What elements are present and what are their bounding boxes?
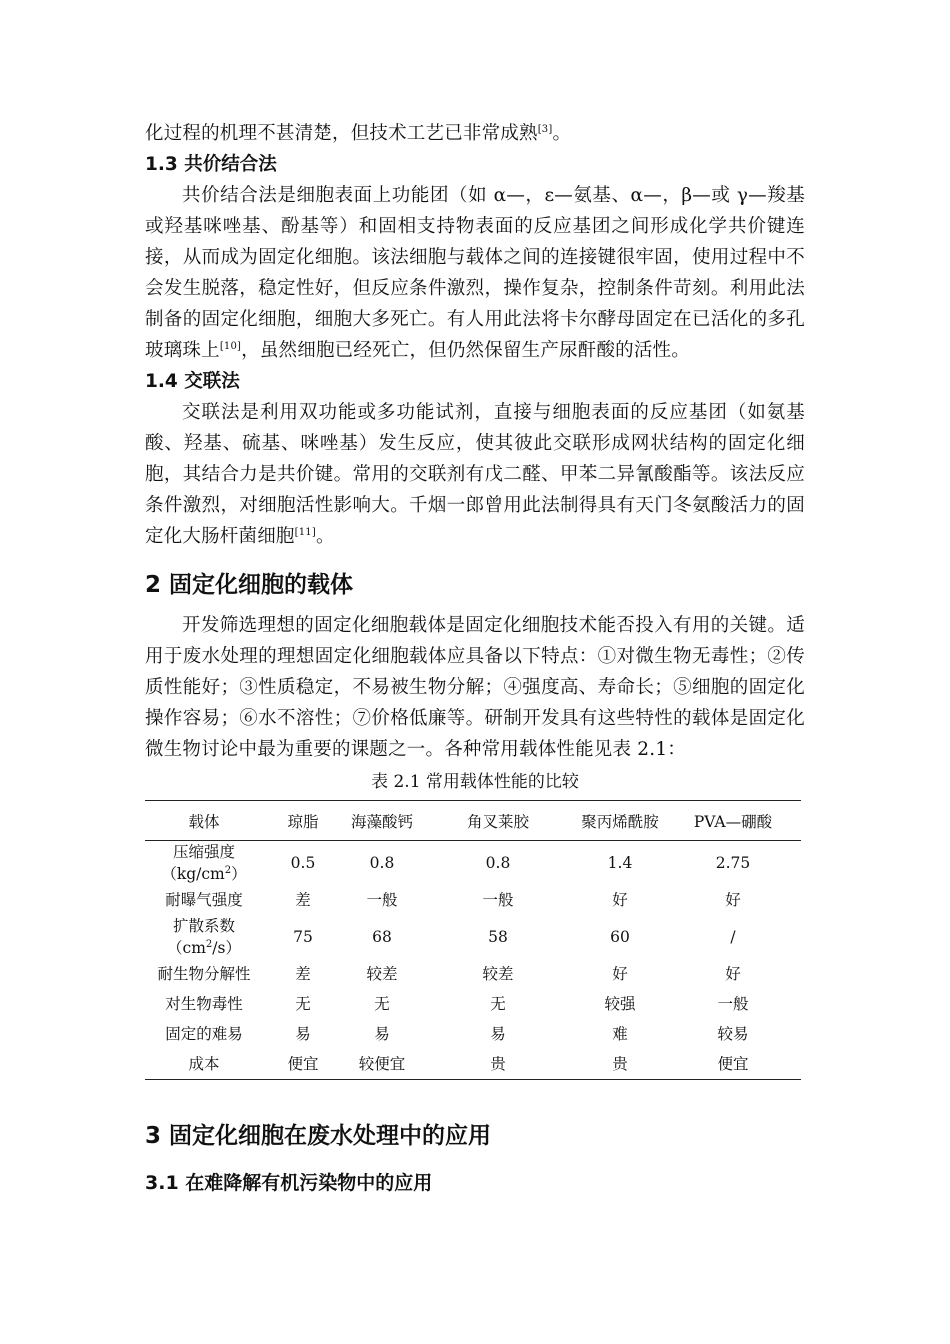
table-cell: 58 xyxy=(488,928,508,946)
table-header-row xyxy=(145,801,801,841)
table-cell: 易 xyxy=(374,1025,390,1043)
table-cell: 68 xyxy=(372,928,392,946)
table-cell: 差 xyxy=(295,965,311,983)
section-heading-1-3: 1.3 共价结合法 xyxy=(145,154,277,175)
row-label: 对生物毒性 xyxy=(165,995,243,1013)
table-row xyxy=(145,1019,801,1049)
table-cell: 0.8 xyxy=(485,854,511,872)
column-header: PVA—硼酸 xyxy=(693,812,773,831)
table-row xyxy=(145,841,801,886)
table-cell: 差 xyxy=(295,891,311,909)
citation: [10] xyxy=(219,340,242,352)
table-cell: 75 xyxy=(293,928,313,946)
table-cell: 较差 xyxy=(482,965,514,983)
table-cell: 好 xyxy=(612,965,628,983)
table-row xyxy=(145,1049,801,1080)
table-cell: 较差 xyxy=(366,965,398,983)
table-cell: 0.8 xyxy=(369,854,395,872)
chapter-2-paragraph: 开发筛选理想的固定化细胞载体是固定化细胞技术能否投入有用的关键。适用于废水处理的理想固定化细胞载体应具备以下特点：①对微生物无毒性；②传质性能好；③性质稳定，不易被生物分解；④强度高、寿命长；⑤细胞的固定化操作容易；⑥水不溶性；⑦价格低廉等。研制开发具有这些特性的载体是固定化微生物讨论中最为重要的课题之一。各种常用载体性能见表 2.1： xyxy=(145,615,805,760)
row-label: 耐曝气强度 xyxy=(165,891,243,909)
row-label: 扩散系数 $(cm^2/s)$ xyxy=(167,917,241,957)
table-cell: 好 xyxy=(725,891,741,909)
table-cell: 贵 xyxy=(490,1055,506,1073)
citation: [3] xyxy=(537,123,553,135)
table-cell: 一般 xyxy=(366,891,398,909)
table-cell: 无 xyxy=(490,995,506,1013)
section-1-4-paragraph: 交联法是利用双功能或多功能试剂，直接与细胞表面的反应基团（如氨基酸、羟基、硫基、咪唑基）发生反应，使其彼此交联形成网状结构的固定化细胞，其结合力是共价键。常用的交联剂有戊二醛、甲苯二异氰酸酯等。该法反应条件激烈，对细胞活性影响大。千烟一郎曾用此法制得具有天门冬氨酸活力的固定化大肠杆菌细胞[11]。 xyxy=(145,402,805,547)
table-cell: 较强 xyxy=(604,995,636,1013)
table-cell: 较便宜 xyxy=(358,1055,406,1073)
table-cell: 0.5 xyxy=(290,854,316,872)
column-header: 载体 xyxy=(188,812,220,831)
chapter-heading-2: 2 固定化细胞的载体 xyxy=(145,572,354,598)
section-1-3-paragraph: 共价结合法是细胞表面上功能团（如 α—，ε—氨基、α—，β—或 γ—羧基或羟基咪唑基、酚基等）和固相支持物表面的反应基团之间形成化学共价键连接，从而成为固定化细胞。该法细胞与载体之间的连接键很牢固，使用过程中不会发生脱落，稳定性好，但反应条件激烈，操作复杂，控制条件苛刻。利用此法制备的固定化细胞，细胞大多死亡。有人用此法将卡尔酵母固定在已活化的多孔玻璃珠上[10]，虽然细胞已经死亡，但仍然保留生产尿酐酸的活性。 xyxy=(145,185,805,361)
table-cell: 较易 xyxy=(717,1025,749,1043)
section-heading-3-1: 3.1 在难降解有机污染物中的应用 xyxy=(145,1172,433,1194)
row-label: 固定的难易 xyxy=(165,1025,243,1043)
section-heading-1-4: 1.4 交联法 xyxy=(145,371,240,392)
column-header: 琼脂 xyxy=(287,812,319,831)
table-cell: 无 xyxy=(374,995,390,1013)
table-cell: 无 xyxy=(295,995,311,1013)
carrier-comparison-table xyxy=(145,800,801,1080)
table-caption: 表 2.1 常用载体性能的比较 xyxy=(371,772,579,792)
table-cell: 易 xyxy=(490,1025,506,1043)
document-page xyxy=(145,118,805,1200)
table-cell: 一般 xyxy=(482,891,514,909)
row-label: 压缩强度 $(kg/cm^2)$ xyxy=(161,843,247,883)
row-label: 耐生物分解性 xyxy=(157,965,251,983)
table-cell: 1.4 xyxy=(607,854,633,872)
table-cell: / xyxy=(730,928,736,946)
table-row xyxy=(145,959,801,989)
chapter-heading-3: 3 固定化细胞在废水处理中的应用 xyxy=(145,1123,492,1149)
citation: [11] xyxy=(294,526,316,538)
table-cell: 难 xyxy=(612,1025,628,1043)
row-label: 成本 xyxy=(188,1055,220,1073)
column-header: 聚丙烯酰胺 xyxy=(581,812,659,831)
column-header: 角叉莱胶 xyxy=(466,812,529,831)
table-cell: 好 xyxy=(725,965,741,983)
table-cell: 便宜 xyxy=(287,1055,319,1073)
table-cell: 一般 xyxy=(717,995,749,1013)
table-cell: 2.75 xyxy=(715,854,751,872)
table-cell: 易 xyxy=(295,1025,311,1043)
table-cell: 60 xyxy=(610,928,630,946)
intro-paragraph: 化过程的机理不甚清楚，但技术工艺已非常成熟[3]。 xyxy=(145,123,572,144)
table-row xyxy=(145,885,801,915)
table-cell: 贵 xyxy=(612,1055,628,1073)
table-row xyxy=(145,915,801,959)
table-row xyxy=(145,989,801,1019)
column-header: 海藻酸钙 xyxy=(350,812,413,831)
table-cell: 便宜 xyxy=(717,1055,749,1073)
table-cell: 好 xyxy=(612,891,628,909)
